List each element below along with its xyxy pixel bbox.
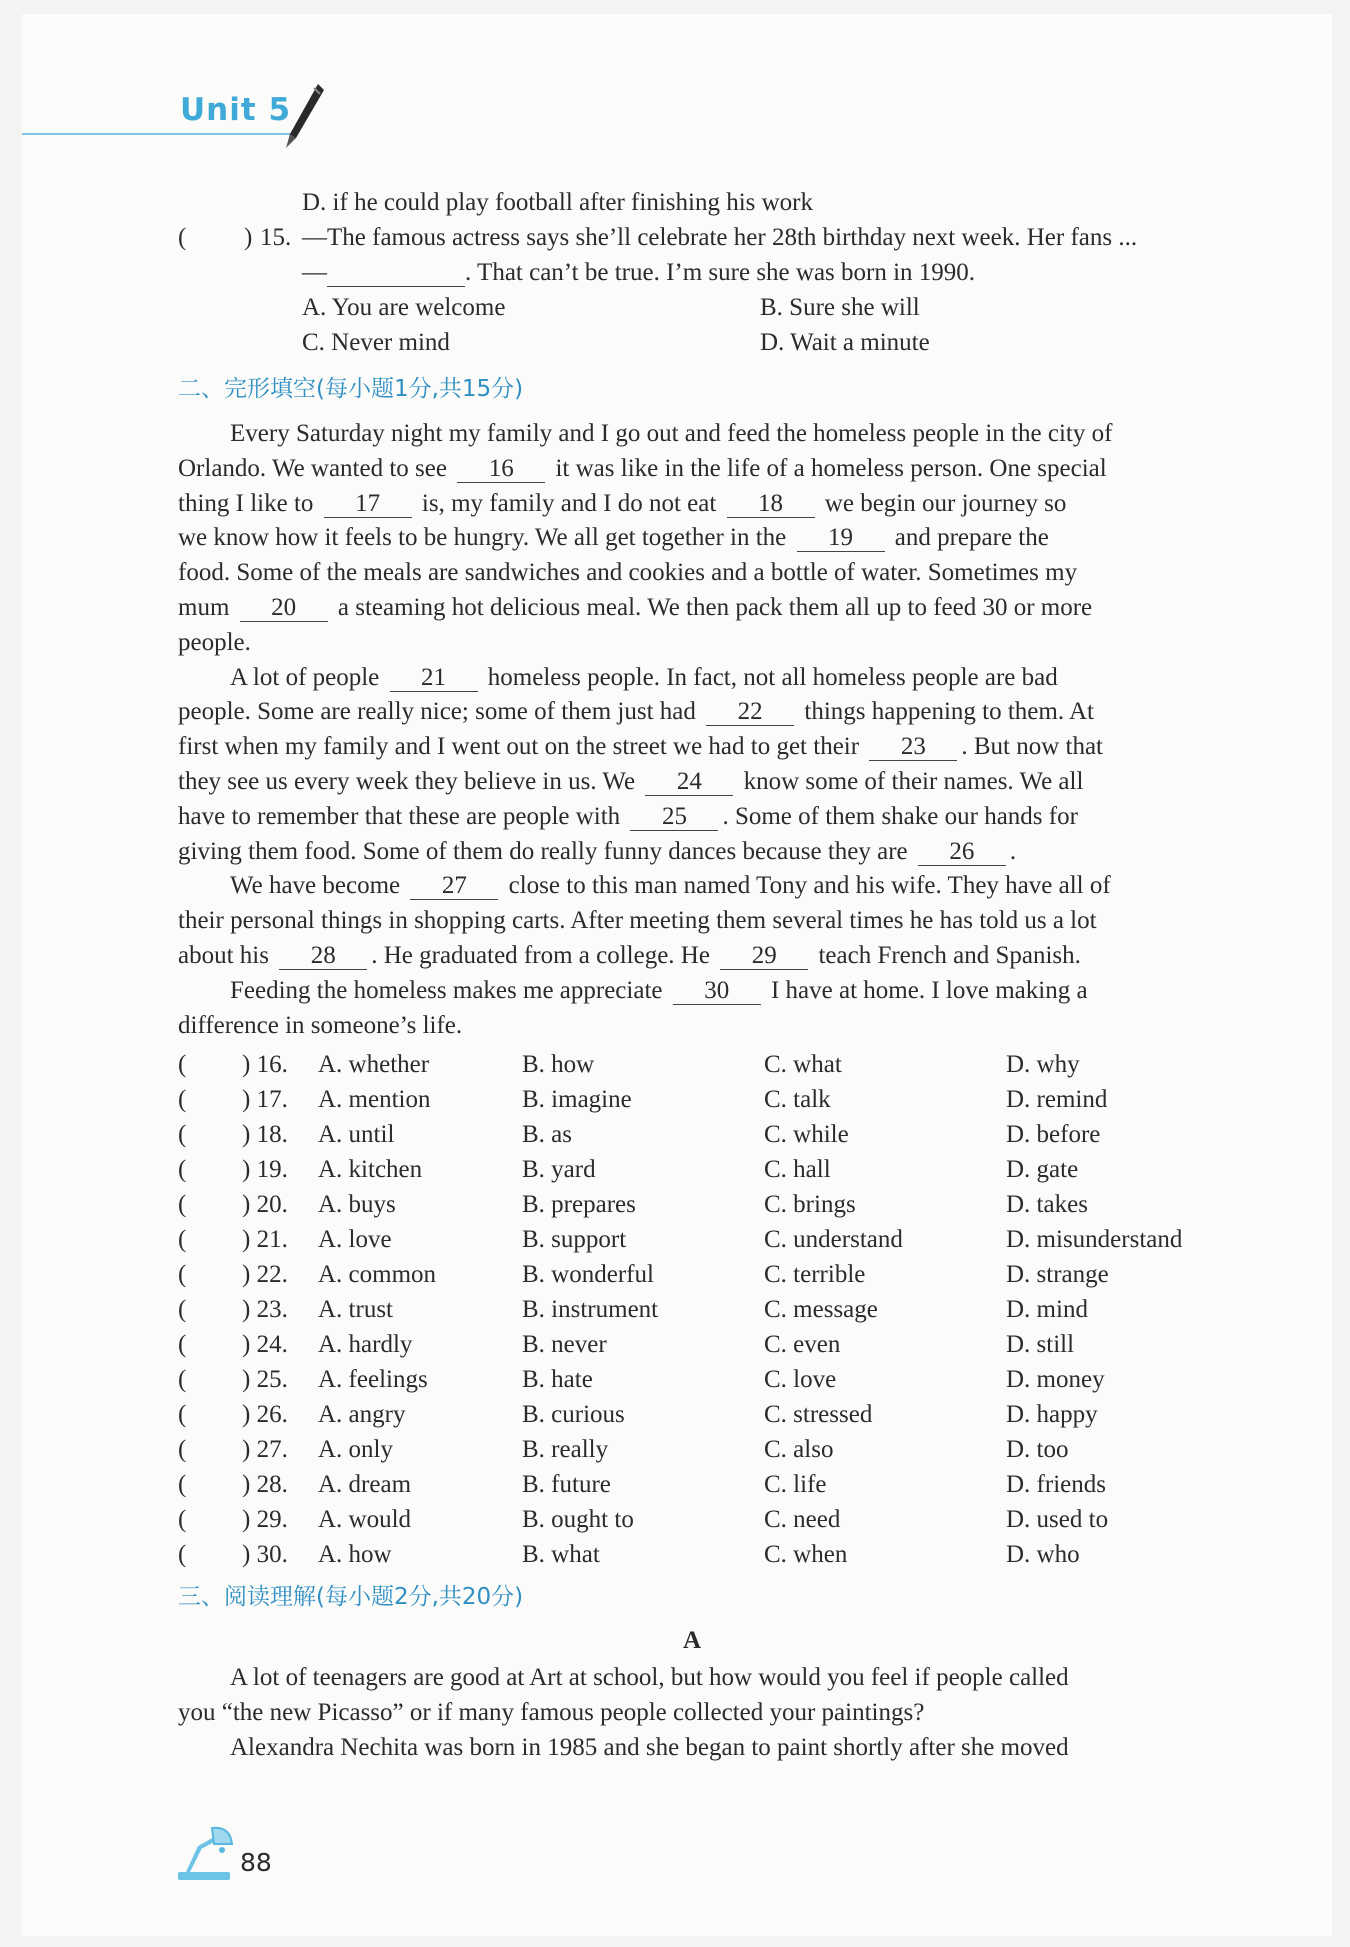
reading-line-1: A lot of teenagers are good at Art at school, but how would you feel if people called [230,1664,1069,1691]
choice-b: B. support [522,1226,627,1253]
question-number: ) 27. [242,1436,288,1463]
passage-line [178,869,1198,904]
passage-text: know some of their names. We all [737,767,1084,795]
choice-a: A. love [318,1226,392,1253]
answer-paren[interactable]: ( [178,1401,187,1428]
choice-b: B. never [522,1331,607,1358]
q15-option-b: B. Sure she will [760,294,920,321]
choice-b: B. imagine [522,1086,632,1113]
choice-a: A. kitchen [318,1156,423,1183]
passage-a-heading: A [683,1627,702,1654]
passage-text: . But now that [961,733,1103,761]
choice-b: B. future [522,1471,611,1498]
passage-line [178,626,1198,661]
cloze-blank[interactable]: 29 [720,943,808,970]
q15-prompt: —The famous actress says she’ll celebrate her 28th birthday next week. Her fans ... [302,224,1138,251]
choice-d: D. money [1006,1366,1105,1393]
passage-text: people. [178,628,251,656]
answer-paren[interactable]: ( [178,1366,187,1393]
answer-paren[interactable]: ( [178,1331,187,1358]
cloze-blank[interactable]: 17 [324,491,412,518]
cloze-blank[interactable]: 22 [706,699,794,726]
question-number: ) 22. [242,1261,288,1288]
choice-d: D. happy [1006,1401,1098,1428]
question-number: ) 26. [242,1401,288,1428]
passage-text: things happening to them. At [798,698,1094,726]
choice-a: A. trust [318,1296,393,1323]
choice-c: C. terrible [764,1261,866,1288]
answer-paren[interactable]: ( [178,1436,187,1463]
cloze-blank[interactable]: 25 [630,804,718,831]
choice-d: D. why [1006,1051,1080,1078]
passage-text: teach French and Spanish. [812,941,1081,969]
reading-line-3: Alexandra Nechita was born in 1985 and she began to paint shortly after she moved [230,1734,1069,1761]
passage-text: it was like in the life of a homeless person. One special [549,454,1107,482]
choice-c: C. love [764,1366,837,1393]
cloze-blank[interactable]: 27 [410,873,498,900]
cloze-blank[interactable]: 18 [727,491,815,518]
choice-c: C. hall [764,1156,831,1183]
passage-line [178,452,1198,487]
choice-a: A. angry [318,1401,406,1428]
answer-paren[interactable]: ( [178,1156,187,1183]
choice-b: B. instrument [522,1296,659,1323]
choice-d: D. before [1006,1121,1101,1148]
choice-b: B. really [522,1436,609,1463]
choice-d: D. still [1006,1331,1075,1358]
desk-lamp-icon [176,1826,236,1882]
choice-c: C. when [764,1541,848,1568]
passage-text: Orlando. We wanted to see [178,454,454,482]
q15-reply-dash: — [302,259,327,286]
choice-d: D. strange [1006,1261,1109,1288]
choice-b: B. how [522,1051,595,1078]
passage-line [178,730,1198,765]
choice-a: A. mention [318,1086,431,1113]
choice-a: A. dream [318,1471,412,1498]
passage-text: we know how it feels to be hungry. We all get together in the [178,524,793,552]
passage-text: and prepare the [888,524,1049,552]
passage-text: about his [178,941,276,969]
passage-text: . [1009,837,1017,865]
choice-c: C. also [764,1436,834,1463]
passage-line [178,765,1198,800]
passage-line [178,487,1198,522]
choice-d: D. remind [1006,1086,1108,1113]
choice-d: D. friends [1006,1471,1106,1498]
q15-reply [302,258,975,288]
choice-b: B. yard [522,1156,596,1183]
passage-text: close to this man named Tony and his wife. They have all of [502,872,1111,900]
cloze-blank[interactable]: 19 [797,525,885,552]
question-number: ) 21. [242,1226,288,1253]
unit-title: Unit 5 [180,92,292,128]
choice-c: C. stressed [764,1401,873,1428]
choice-b: B. prepares [522,1191,636,1218]
answer-paren[interactable]: ( [178,1121,187,1148]
passage-line [178,591,1198,626]
passage-text: food. Some of the meals are sandwiches and cookies and a bottle of water. Sometimes my [178,559,1078,587]
question-number: ) 30. [242,1541,288,1568]
passage-text: people. Some are really nice; some of them just had [178,698,703,726]
choice-a: A. only [318,1436,393,1463]
passage-text: A lot of people [230,663,386,691]
passage-text: I have at home. I love making a [764,976,1088,1004]
question-number: ) 17. [242,1086,288,1113]
page-number: 88 [240,1848,272,1877]
passage-text: mum [178,593,236,621]
passage-line [178,904,1198,939]
passage-text: first when my family and I went out on the street we had to get their [178,733,866,761]
cloze-blank[interactable]: 16 [457,456,545,483]
answer-paren[interactable]: ( [178,1086,187,1113]
answer-paren[interactable]: ( [178,1261,187,1288]
choice-b: B. wonderful [522,1261,654,1288]
q15-option-a: A. You are welcome [302,294,506,321]
question-number: ) 18. [242,1121,288,1148]
choice-d: D. takes [1006,1191,1088,1218]
answer-paren[interactable]: ( [178,1296,187,1323]
q15-option-c: C. Never mind [302,329,450,356]
choice-c: C. talk [764,1086,831,1113]
answer-paren[interactable]: ( [178,1506,187,1533]
pen-icon [282,82,326,152]
q14-option-d: D. if he could play football after finishing his work [302,189,813,216]
section3-title: 三、阅读理解(每小题2分,共20分) [178,1584,524,1610]
cloze-blank[interactable]: 24 [645,769,733,796]
question-number: ) 16. [242,1051,288,1078]
reading-line-2: you “the new Picasso” or if many famous people collected your paintings? [178,1699,925,1726]
question-number: ) 19. [242,1156,288,1183]
answer-paren[interactable]: ( [178,1226,187,1253]
passage-text: we begin our journey so [818,489,1067,517]
passage-line [178,695,1198,730]
cloze-blank[interactable]: 21 [390,665,478,692]
choice-a: A. whether [318,1051,430,1078]
answer-paren[interactable]: ( [178,1191,187,1218]
choice-c: C. while [764,1121,849,1148]
passage-text: Every Saturday night my family and I go out and feed the homeless people in the city of [230,420,1113,447]
cloze-blank[interactable]: 20 [240,595,328,622]
choice-d: D. who [1006,1541,1080,1568]
answer-paren[interactable]: ( [178,1541,187,1568]
q15-paren-close: ) [244,224,253,251]
header-rule [22,133,294,135]
answer-paren[interactable]: ( [178,1471,187,1498]
passage-text: homeless people. In fact, not all homeless people are bad [481,663,1058,691]
passage-text: thing I like to [178,489,320,517]
passage-line [178,661,1198,696]
q15-number: 15. [260,224,292,251]
passage-text: their personal things in shopping carts. After meeting them several times he has told us a lot [178,907,1097,935]
choice-d: D. mind [1006,1296,1088,1323]
passage-line [178,974,1198,1009]
passage-line [178,1009,1198,1044]
passage-text: a steaming hot delicious meal. We then pack them all up to feed 30 or more [331,593,1093,621]
q15-reply-rest: . That can’t be true. I’m sure she was born in 1990. [465,259,976,286]
passage-line [178,417,1198,452]
passage-text: have to remember that these are people with [178,802,627,830]
q15-answer-blank[interactable] [327,260,465,287]
passage-line [178,800,1198,835]
question-number: ) 23. [242,1296,288,1323]
passage-text: is, my family and I do not eat [415,489,723,517]
cloze-blank[interactable]: 23 [869,734,957,761]
choice-c: C. what [764,1051,842,1078]
passage-line [178,939,1198,974]
choice-d: D. misunderstand [1006,1226,1183,1253]
question-number: ) 25. [242,1366,288,1393]
choice-c: C. need [764,1506,841,1533]
passage-text: giving them food. Some of them do really funny dances because they are [178,837,914,865]
choice-b: B. ought to [522,1506,634,1533]
choice-c: C. understand [764,1226,903,1253]
choice-b: B. hate [522,1366,593,1393]
choice-b: B. what [522,1541,600,1568]
section2-title: 二、完形填空(每小题1分,共15分) [178,376,524,402]
passage-line [178,556,1198,591]
question-number: ) 28. [242,1471,288,1498]
answer-paren[interactable]: ( [178,1051,187,1078]
passage-line [178,521,1198,556]
passage-text: . Some of them shake our hands for [722,802,1078,830]
choice-a: A. common [318,1261,437,1288]
passage-line [178,835,1198,870]
choice-a: A. would [318,1506,412,1533]
choice-b: B. as [522,1121,572,1148]
cloze-passage [178,417,1198,1043]
choice-c: C. brings [764,1191,856,1218]
choice-c: C. message [764,1296,878,1323]
choice-c: C. even [764,1331,841,1358]
choice-a: A. until [318,1121,395,1148]
cloze-blank[interactable]: 28 [279,943,367,970]
question-number: ) 29. [242,1506,288,1533]
choice-b: B. curious [522,1401,625,1428]
q15-paren-open: ( [178,224,187,251]
choice-c: C. life [764,1471,827,1498]
passage-text: they see us every week they believe in us. We [178,767,642,795]
question-number: ) 24. [242,1331,288,1358]
choice-d: D. used to [1006,1506,1109,1533]
question-number: ) 20. [242,1191,288,1218]
choice-a: A. feelings [318,1366,428,1393]
cloze-blank[interactable]: 30 [673,978,761,1005]
choice-a: A. how [318,1541,392,1568]
passage-text: difference in someone’s life. [178,1011,463,1039]
choice-d: D. too [1006,1436,1069,1463]
passage-text: Feeding the homeless makes me appreciate [230,976,669,1004]
passage-text: . He graduated from a college. He [371,941,717,969]
choice-a: A. buys [318,1191,396,1218]
cloze-blank[interactable]: 26 [918,839,1006,866]
choice-a: A. hardly [318,1331,413,1358]
passage-text: We have become [230,872,407,900]
choice-d: D. gate [1006,1156,1079,1183]
q15-option-d: D. Wait a minute [760,329,930,356]
